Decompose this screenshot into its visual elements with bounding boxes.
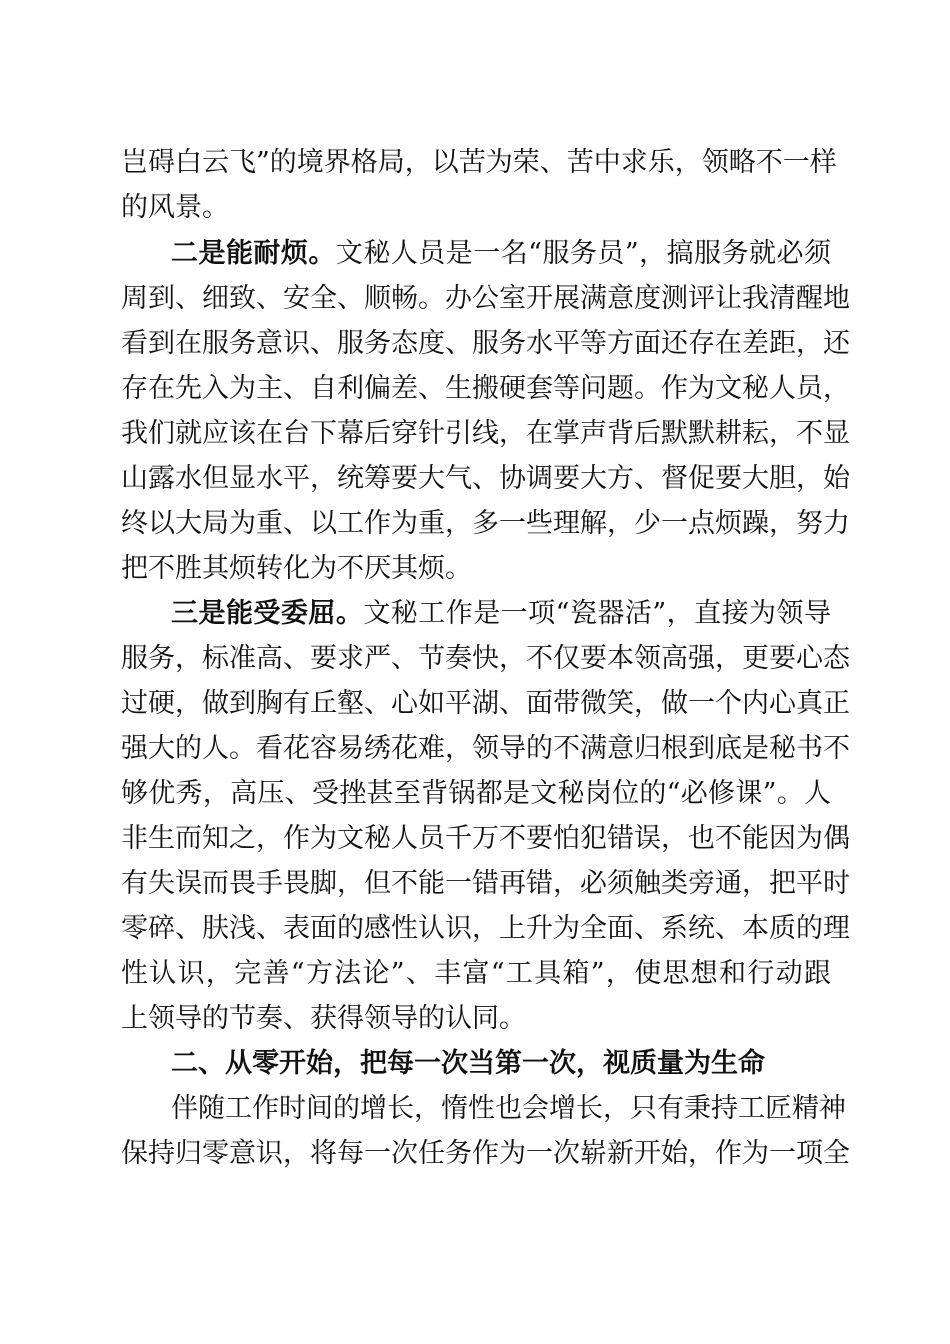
paragraph-3-lead: 三是能受委屈。 xyxy=(171,598,364,629)
paragraph-3-line-9: 性认识，完善“方法论”、丰富“工具箱”，使思想和行动跟 xyxy=(121,958,831,989)
paragraph-3-line-4: 强大的人。看花容易绣花难，领导的不满意归根到底是秘书不 xyxy=(121,733,850,764)
paragraph-3-line-5: 够优秀，高压、受挫甚至背锅都是文秘岗位的“必修课”。人 xyxy=(121,778,831,809)
paragraph-4-line-2: 保持归零意识，将每一次任务作为一次崭新开始，作为一项全 xyxy=(121,1138,850,1169)
paragraph-2-line-2: 周到、细致、安全、顺畅。办公室开展满意度测评让我清醒地 xyxy=(121,283,850,314)
paragraph-2-line-7: 终以大局为重、以工作为重，多一些理解，少一点烦躁，努力 xyxy=(121,508,850,539)
paragraph-3-line-8: 零碎、肤浅、表面的感性认识，上升为全面、系统、本质的理 xyxy=(121,913,850,944)
paragraph-2-line-8: 把不胜其烦转化为不厌其烦。 xyxy=(121,553,472,584)
paragraph-2-line-5: 我们就应该在台下幕后穿针引线，在掌声背后默默耕耘，不显 xyxy=(121,418,850,449)
paragraph-3-line-3: 过硬，做到胸有丘壑、心如平湖、面带微笑，做一个内心真正 xyxy=(121,688,850,719)
paragraph-1-line-2: 的风景。 xyxy=(121,192,229,223)
paragraph-2-line-6: 山露水但显水平，统筹要大气、协调要大方、督促要大胆，始 xyxy=(121,463,850,494)
paragraph-3-line-10: 上领导的节奏、获得领导的认同。 xyxy=(121,1003,526,1034)
paragraph-2-line-1 xyxy=(171,232,831,276)
paragraph-2-line-1-text: 文秘人员是一名“服务员”，搞服务就必须 xyxy=(335,238,832,269)
paragraph-3-line-1 xyxy=(171,592,831,636)
paragraph-4-line-1: 伴随工作时间的增长，惰性也会增长，只有秉持工匠精神 xyxy=(171,1093,846,1124)
paragraph-2-lead: 二是能耐烦。 xyxy=(171,238,336,269)
paragraph-3-line-2: 服务，标准高、要求严、节奏快，不仅要本领高强，更要心态 xyxy=(121,643,850,674)
section-heading: 二、从零开始，把每一次当第一次，视质量为生命 xyxy=(171,1048,765,1079)
paragraph-3-line-1-text: 文秘工作是一项“瓷器活”，直接为领导 xyxy=(363,598,832,629)
paragraph-3-line-7: 有失误而畏手畏脚，但不能一错再错，必须触类旁通，把平时 xyxy=(121,868,850,899)
paragraph-3-line-6: 非生而知之，作为文秘人员千万不要怕犯错误，也不能因为偶 xyxy=(121,823,850,854)
paragraph-2-line-3: 看到在服务意识、服务态度、服务水平等方面还存在差距，还 xyxy=(121,328,850,359)
paragraph-1-line-1: 岂碍白云飞”的境界格局，以苦为荣、苦中求乐，领略不一样 xyxy=(121,147,837,178)
paragraph-2-line-4: 存在先入为主、自利偏差、生搬硬套等问题。作为文秘人员， xyxy=(121,373,850,404)
